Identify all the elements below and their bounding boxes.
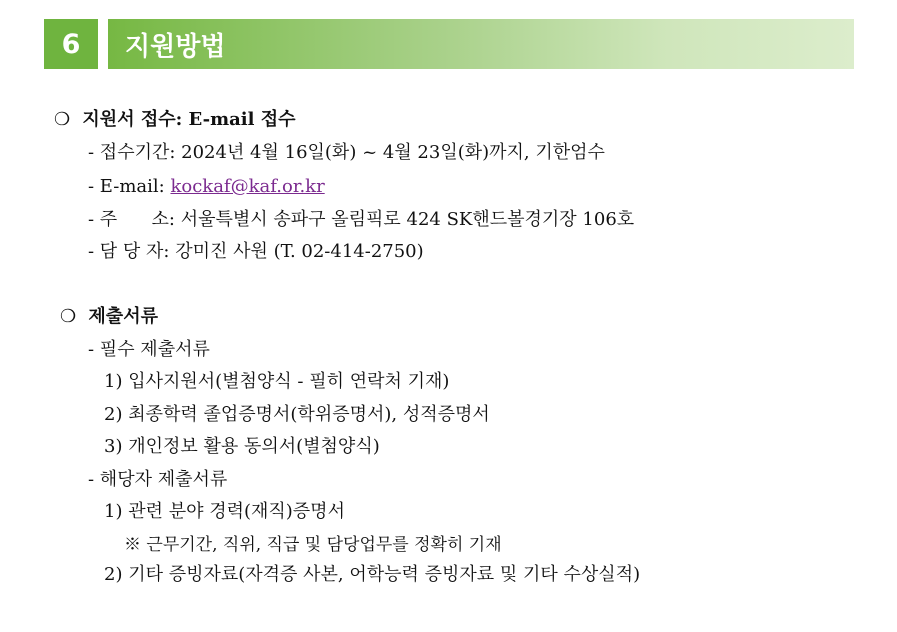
list-item: 2) 기타 증빙자료(자격증 사본, 어학능력 증빙자료 및 기타 수상실적) bbox=[104, 564, 641, 585]
note-item: ※ 근무기간, 직위, 직급 및 담당업무를 정확히 기재 bbox=[124, 535, 502, 555]
section1-title: 지원서 접수: E-mail 접수 bbox=[82, 109, 296, 130]
section2-title: 제출서류 bbox=[88, 306, 158, 327]
section-title-bar bbox=[108, 19, 854, 69]
email-link[interactable]: kockaf@kaf.or.kr bbox=[170, 176, 325, 197]
circle-bullet-icon: ❍ bbox=[54, 109, 71, 130]
list-item: 3) 개인정보 활용 동의서(별첨양식) bbox=[104, 436, 380, 457]
list-item: 1) 입사지원서(별첨양식 - 필히 연락처 기재) bbox=[104, 371, 450, 392]
email-label: - E-mail: bbox=[88, 176, 171, 197]
email-line bbox=[88, 176, 325, 198]
contact-person-line: - 담 당 자: 강미진 사원 (T. 02-414-2750) bbox=[88, 241, 424, 262]
list-item: 1) 관련 분야 경력(재직)증명서 bbox=[104, 501, 345, 522]
application-period: - 접수기간: 2024년 4월 16일(화) ~ 4월 23일(화)까지, 기한엄수 bbox=[88, 142, 605, 163]
section1-heading bbox=[54, 109, 296, 131]
applicable-documents-header: - 해당자 제출서류 bbox=[88, 469, 228, 490]
address-line: - 주 소: 서울특별시 송파구 올림픽로 424 SK핸드볼경기장 106호 bbox=[88, 209, 635, 230]
required-documents-header: - 필수 제출서류 bbox=[88, 339, 210, 360]
list-item: 2) 최종학력 졸업증명서(학위증명서), 성적증명서 bbox=[104, 404, 490, 425]
section2-heading bbox=[60, 306, 158, 328]
circle-bullet-icon: ❍ bbox=[60, 306, 77, 327]
section-number-badge: 6 bbox=[44, 19, 98, 69]
section-title: 지원방법 bbox=[125, 31, 226, 62]
